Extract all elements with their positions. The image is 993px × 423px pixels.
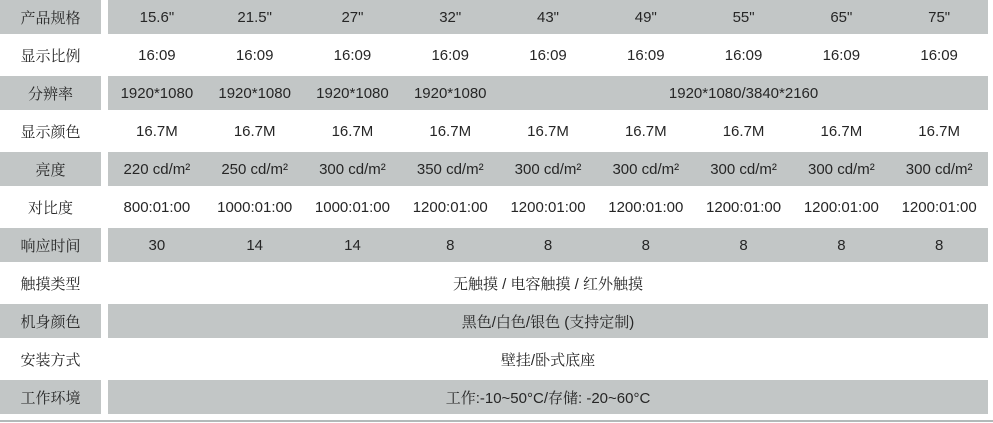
spec-cell: 65" [830,8,853,26]
spec-cell: 1200:01:00 [706,198,782,216]
spec-cell: 27" [341,8,364,26]
row-values [108,342,988,376]
spec-cell: 300 cd/m² [710,160,777,178]
row-label: 显示颜色 [0,114,101,148]
bottom-rule [0,420,993,422]
spec-row-mounting [0,342,993,376]
spec-cell: 250 cd/m² [221,160,289,178]
row-label: 对比度 [0,190,101,224]
spec-cell: 8 [446,236,455,254]
row-label: 触摸类型 [0,266,101,300]
spec-cell: 16:09 [920,46,958,64]
row-values [108,76,988,110]
spec-cell: 350 cd/m² [416,160,484,178]
spec-cell: 16.7M [820,122,863,140]
spec-cell: 16:09 [529,46,567,64]
spec-cell: 1000:01:00 [314,198,390,216]
row-values [108,0,988,34]
spec-cell: 16.7M [136,122,178,140]
row-values [108,38,988,72]
spec-cell: 8 [837,236,846,254]
row-values [108,266,988,300]
spec-cell: 300 cd/m² [808,160,875,178]
spec-cell: 16.7M [233,122,276,140]
row-label: 显示比例 [0,38,101,72]
spec-row-contrast [0,190,993,224]
row-label: 机身颜色 [0,304,101,338]
spec-cell: 300 cd/m² [319,160,386,178]
spec-cell: 32" [439,8,462,26]
spec-cell: 8 [641,236,650,254]
spec-cell: 15.6" [139,8,175,26]
row-values [108,304,988,338]
row-label: 响应时间 [0,228,101,262]
row-values [108,152,988,186]
spec-cell: 16:09 [138,46,176,64]
spec-cell: 1920*1080 [120,84,194,102]
spec-cell: 300 cd/m² [612,160,680,178]
row-label: 工作环境 [0,380,101,414]
spec-row-resolution [0,76,993,110]
spec-cell: 300 cd/m² [514,160,582,178]
spec-cell: 14 [246,236,264,254]
spec-row-body-color [0,304,993,338]
spec-cell: 800:01:00 [123,198,191,216]
spec-cell: 1920*1080 [218,84,291,102]
spec-cell: 16:09 [822,46,861,64]
merged-mounting-cell: 壁挂/卧式底座 [500,351,596,369]
spec-cell: 16:09 [724,46,763,64]
spec-cell: 14 [344,236,361,254]
row-label: 分辨率 [0,76,101,110]
spec-cell: 220 cd/m² [123,160,191,178]
spec-row-product-size [0,0,993,34]
spec-cell: 16.7M [624,122,667,140]
row-label: 亮度 [0,152,101,186]
row-label: 安装方式 [0,342,101,376]
spec-row-response-time [0,228,993,262]
spec-cell: 1200:01:00 [608,198,684,216]
spec-cell: 1200:01:00 [901,198,977,216]
spec-cell: 8 [739,236,748,254]
spec-row-display-colors [0,114,993,148]
row-values [108,380,988,414]
spec-cell: 49" [634,8,657,26]
spec-cell: 16.7M [331,122,374,140]
spec-cell: 16.7M [527,122,569,140]
spec-cell: 1000:01:00 [217,198,293,216]
spec-cell: 16:09 [333,46,372,64]
spec-cell: 16:09 [431,46,469,64]
spec-cell: 1920*1080 [316,84,389,102]
spec-cell: 8 [934,236,944,254]
spec-cell: 55" [732,8,755,26]
spec-cell: 16.7M [722,122,765,140]
merged-touch-type-cell: 无触摸 / 电容触摸 / 红外触摸 [452,275,643,293]
spec-cell: 300 cd/m² [905,160,973,178]
merged-environment-cell: 工作:-10~50°C/存储: -20~60°C [445,389,651,407]
spec-cell: 21.5" [237,8,272,26]
spec-cell: 16:09 [235,46,274,64]
spec-cell: 30 [148,236,166,254]
spec-cell: 1200:01:00 [510,198,586,216]
row-label: 产品规格 [0,0,101,34]
merged-resolution-cell: 1920*1080/3840*2160 [668,84,819,102]
spec-cell: 16.7M [429,122,472,140]
spec-row-touch-type [0,266,993,300]
spec-row-aspect-ratio [0,38,993,72]
spec-cell: 16.7M [918,122,960,140]
spec-cell: 1920*1080 [413,84,487,102]
spec-cell: 1200:01:00 [803,198,879,216]
row-values [108,114,988,148]
merged-body-color-cell: 黑色/白色/银色 (支持定制) [461,313,635,331]
row-values [108,190,988,224]
spec-cell: 43" [537,8,560,26]
row-values [108,228,988,262]
spec-cell: 1200:01:00 [412,198,488,216]
spec-cell: 75" [928,8,951,26]
spec-cell: 8 [543,236,553,254]
spec-row-brightness [0,152,993,186]
spec-cell: 16:09 [627,46,665,64]
spec-row-environment [0,380,993,414]
